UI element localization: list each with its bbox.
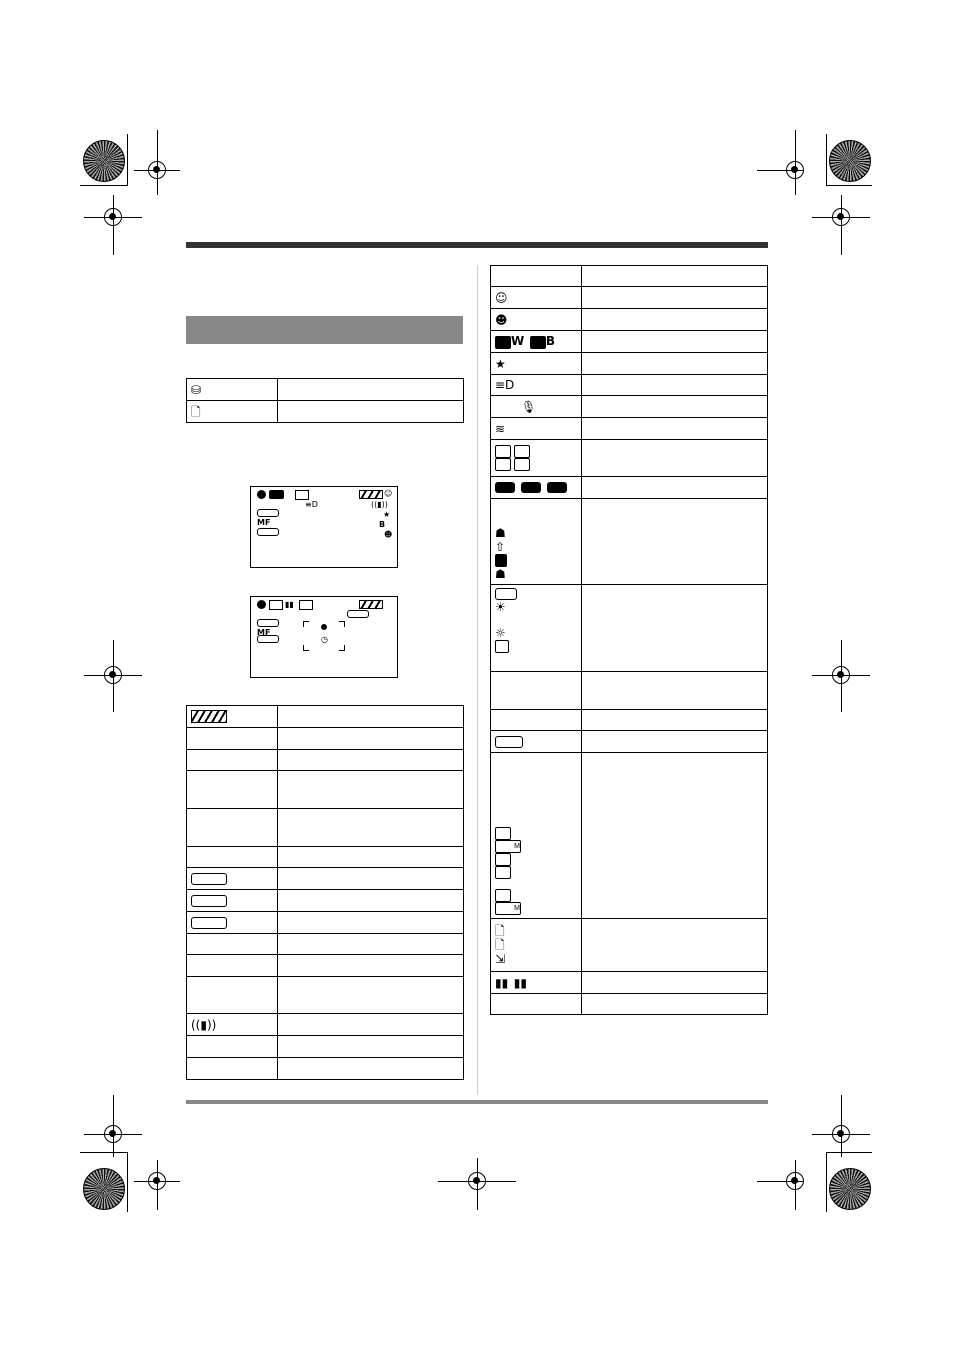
desc-cell	[278, 1036, 464, 1058]
desc-cell	[278, 706, 464, 728]
battery-icon	[191, 710, 227, 723]
icon-cell	[491, 375, 582, 396]
bars-icon: ▮▮	[285, 600, 294, 609]
self-timer-icon: ◷	[321, 635, 328, 644]
desc-cell	[582, 418, 768, 440]
left-icon-table	[186, 705, 464, 1080]
desc-cell	[278, 890, 464, 912]
desc-cell	[582, 499, 768, 585]
mode-black-icon	[521, 482, 541, 493]
desc-cell	[278, 1058, 464, 1080]
desc-cell	[582, 440, 768, 477]
icon-cell	[491, 710, 582, 731]
desc-cell	[278, 955, 464, 977]
surf-snow-icon	[495, 554, 577, 567]
ois-icon: ((▮))	[191, 1017, 217, 1032]
smile-icon: ☻	[384, 530, 393, 539]
icon-cell	[187, 1014, 278, 1036]
desc-cell	[278, 847, 464, 868]
sunny-icon: ☼	[495, 626, 506, 640]
mf-label: MF	[257, 518, 271, 527]
spotlight-icon: ⇧	[495, 540, 506, 554]
face-detection-icon: ☺	[495, 290, 508, 305]
night-icon: ★	[383, 510, 391, 519]
media-table-cell	[187, 379, 278, 401]
icon-cell	[491, 477, 582, 499]
media-table	[186, 378, 464, 423]
icon-cell	[187, 934, 278, 955]
smile-icon: ☻	[495, 312, 508, 327]
mode-box-icon	[257, 528, 279, 536]
desc-cell	[582, 972, 768, 994]
color-target-icon	[829, 140, 871, 182]
section-banner	[186, 316, 463, 344]
mode-black-icon	[269, 490, 284, 499]
header-cell	[491, 266, 582, 287]
face-icon: ☺	[384, 489, 393, 498]
mode-box-icon	[257, 619, 279, 627]
icon-cell	[491, 440, 582, 477]
header-cell	[582, 266, 768, 287]
card-icon: 🗋	[495, 938, 505, 952]
size-box-icon	[495, 866, 511, 879]
icon-cell	[491, 287, 582, 309]
icon-cell	[187, 868, 278, 890]
ois-icon: ((▮))	[371, 500, 388, 509]
desc-cell	[278, 809, 464, 847]
desc-cell	[582, 919, 768, 972]
icon-cell	[491, 753, 582, 919]
size-box-icon	[495, 853, 511, 866]
icon-cell	[187, 890, 278, 912]
icon-cell	[187, 977, 278, 1014]
desc-cell	[582, 396, 768, 418]
light-icon: ≡D	[305, 500, 318, 509]
icon-cell	[491, 396, 582, 418]
disc-icon	[257, 600, 266, 609]
desc-cell	[582, 309, 768, 331]
mode-black-icon	[495, 482, 515, 493]
color-target-icon	[83, 140, 125, 182]
frame-icon	[495, 458, 511, 471]
column-divider	[477, 265, 478, 1095]
footer-rule	[186, 1100, 768, 1104]
desc-cell	[582, 994, 768, 1015]
icon-cell	[491, 499, 582, 585]
desc-cell	[278, 934, 464, 955]
white-balance-set-icon	[495, 640, 577, 653]
desc-cell	[278, 868, 464, 890]
frame-icon	[495, 445, 511, 458]
night-mode-icon: ★	[495, 356, 506, 371]
frame-icon	[514, 445, 530, 458]
desc-cell	[582, 710, 768, 731]
icon-cell: W B	[491, 331, 582, 353]
portrait-icon: ☗	[495, 526, 506, 540]
desc-cell	[582, 331, 768, 353]
icon-cell	[491, 585, 582, 672]
lcd-screen-illustration	[250, 486, 398, 568]
icon-cell	[491, 919, 582, 972]
icon-cell	[491, 672, 582, 710]
media-table-cell	[187, 401, 278, 423]
mode-box-icon	[191, 873, 227, 885]
mode-box-icon	[495, 736, 523, 748]
frame-icon	[269, 600, 283, 610]
icon-cell	[491, 309, 582, 331]
icon-cell	[187, 750, 278, 771]
card-icon: 🗋	[191, 404, 201, 419]
mode-box-icon	[495, 588, 517, 600]
disc-icon: ⛁	[191, 382, 202, 397]
indoor-light-icon: ☀	[495, 600, 506, 614]
media-table-cell	[278, 401, 464, 423]
media-table-cell	[278, 379, 464, 401]
battery-icon	[359, 600, 383, 609]
desc-cell	[278, 771, 464, 809]
lcd-screen-illustration	[250, 596, 398, 678]
card-icon: 🗋	[495, 924, 505, 938]
frame-icon	[295, 490, 309, 500]
header-rule	[186, 242, 768, 248]
desc-cell	[582, 731, 768, 753]
frame-icon	[299, 600, 313, 610]
mode-black-icon	[547, 482, 567, 493]
icon-cell	[187, 728, 278, 750]
desc-cell	[582, 672, 768, 710]
mode-box-icon	[347, 610, 369, 618]
desc-cell	[278, 912, 464, 934]
desc-cell	[582, 585, 768, 672]
mf-label: MF	[257, 628, 271, 637]
desc-cell	[278, 1014, 464, 1036]
video-light-icon: ≡D	[495, 378, 515, 392]
icon-cell	[491, 972, 582, 994]
icon-cell	[187, 1058, 278, 1080]
icon-cell	[187, 771, 278, 809]
desc-cell	[582, 287, 768, 309]
desc-cell	[278, 728, 464, 750]
icon-cell	[187, 1036, 278, 1058]
desc-cell	[278, 750, 464, 771]
icon-cell	[187, 912, 278, 934]
size-box-icon	[495, 889, 511, 902]
sports-icon: ☗	[495, 567, 506, 581]
icon-cell	[491, 418, 582, 440]
wide-mode-icon	[495, 336, 511, 349]
color-target-icon	[829, 1168, 871, 1210]
disc-icon	[257, 490, 266, 499]
desc-cell	[582, 375, 768, 396]
icon-cell	[187, 955, 278, 977]
icon-cell	[187, 847, 278, 868]
backlight-mode-icon	[530, 336, 546, 349]
backlight-label: B	[379, 520, 386, 529]
desc-cell	[582, 753, 768, 919]
size-m-icon: M	[495, 902, 521, 915]
size-m-icon: M	[495, 840, 521, 853]
right-icon-table	[490, 265, 768, 1015]
color-target-icon	[83, 1168, 125, 1210]
microphone-icon: 🎙	[521, 399, 537, 414]
icon-cell	[491, 353, 582, 375]
mode-box-icon	[257, 509, 279, 517]
desc-cell	[582, 477, 768, 499]
icon-cell	[187, 809, 278, 847]
frame-icon	[514, 458, 530, 471]
quality-bars-icon: ▮▮	[495, 975, 509, 990]
icon-cell	[491, 994, 582, 1015]
battery-icon	[359, 490, 383, 499]
wind-noise-icon: ≋	[495, 421, 506, 436]
icon-cell	[491, 731, 582, 753]
quality-bars-icon: ▮▮	[513, 975, 527, 990]
mode-box-icon	[191, 895, 227, 907]
size-box-icon	[495, 827, 511, 840]
mode-box-icon	[191, 917, 227, 929]
desc-cell	[582, 353, 768, 375]
card-access-icon: ⇲	[495, 952, 506, 966]
desc-cell	[278, 977, 464, 1014]
icon-cell	[187, 706, 278, 728]
mode-box-icon	[257, 635, 279, 643]
